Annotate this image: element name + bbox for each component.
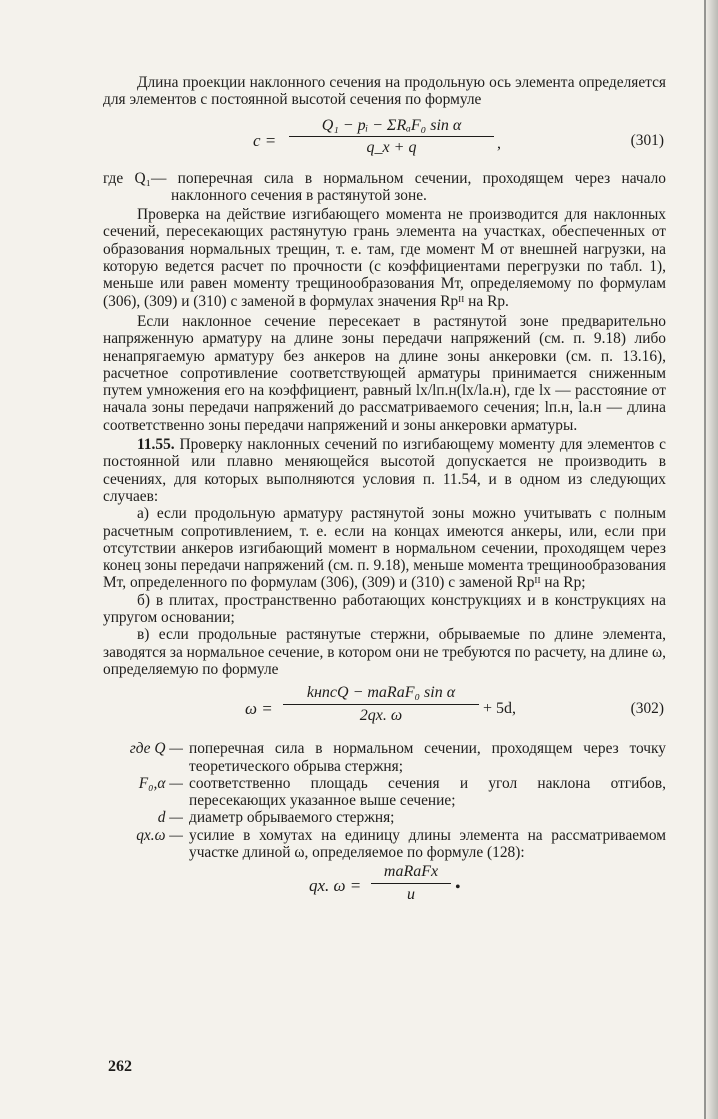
definition-row xyxy=(103,809,666,826)
paragraph-check: Проверка на действие изгибающего момента не производится для наклонных сечений, пересекающих растянутую грань элемента на участках, обеспеченных от образования нормальных трещин, т. е. там, где момент M от внешней нагрузки, на которую ведется расчет по прочности (с коэффициентами перегрузки по табл. 1), меньше или равен моменту трещинообразования Mт, определяемому по формулам (306), (309) и (310) с заменой в формулах значения Rpᴵᴵ на Rp. xyxy=(103,206,666,310)
paragraph-anchorage: Если наклонное сечение пересекает в растянутой зоне предварительно напряженную арматуру на длине зоны передачи напряжений (см. п. 9.18) либо ненапрягаемую арматуру без анкеров на длине зоны анкеровки (см. п. 13.16), расчетное сопротивление соответствующей арматуры принимается сниженным путем умножения его на коэффициент, равный lx/lп.н(lx/lа.н), где lx — расстояние от начала зоны передачи напряжений до рассматриваемого сечения; lп.н, lа.н — длина соответственно зоны передачи напряжений и зоны анкеровки арматуры. xyxy=(103,312,666,434)
where-q1: где Q₁— поперечная сила в нормальном сечении, проходящем через начало наклонного сечения в растянутой зоне. xyxy=(103,169,666,204)
formula-qx-tail: • xyxy=(455,879,461,897)
item-v: в) если продольные растянутые стержни, обрываемые по длине элемента, заводятся за нормальное сечение, в котором они не требуются по расчету, на длине ω, определяемую по формуле xyxy=(103,626,667,678)
formula-qx-lhs: qx. ω = xyxy=(309,876,362,896)
intro-paragraph: Длина проекции наклонного сечения на продольную ось элемента определяется для элементов с постоянной высотой сечения по формуле xyxy=(103,74,666,109)
section-number: 11.55. xyxy=(137,436,175,454)
formula-302-fraction xyxy=(283,684,479,724)
definition-row xyxy=(103,740,666,775)
definitions-list xyxy=(103,740,666,861)
formula-302 xyxy=(103,684,666,734)
definition-symbol: d — xyxy=(157,809,183,827)
formula-302-numerator: kнncQ − mаRаF₀ sin α xyxy=(306,684,456,702)
formula-qx-denominator: u xyxy=(407,885,415,903)
definition-text: поперечная сила в нормальном сечении, проходящем через точку теоретического обрыва стержня; xyxy=(189,740,666,775)
page-binding-edge xyxy=(704,0,706,1119)
formula-301-denominator: q_x + q xyxy=(366,138,417,156)
formula-301-number: (301) xyxy=(630,131,664,149)
formula-qx-numerator: mаRаFx xyxy=(383,863,439,881)
formula-301-lhs: c = xyxy=(253,130,277,150)
definition-symbol: где Q — xyxy=(129,740,183,758)
definition-row xyxy=(103,827,666,862)
definition-symbol: qx.ω — xyxy=(136,826,183,844)
paragraph-11-55-text: Проверку наклонных сечений по изгибающему моменту для элементов с постоянной или плавно меняющейся высотой допускается не производить в сечениях, для которых выполняются условия п. 11.54, и в одном из следующих случаев: xyxy=(103,436,666,505)
formula-qx-fraction xyxy=(371,863,451,903)
item-b: б) в плитах, пространственно работающих конструкциях и в конструкциях на упругом основании; xyxy=(103,591,666,627)
formula-qx xyxy=(103,863,666,907)
formula-302-denominator: 2qx. ω xyxy=(359,706,403,724)
formula-302-tail: + 5d, xyxy=(483,700,517,718)
formula-301-fraction xyxy=(289,117,494,157)
page-edge-shadow xyxy=(704,0,718,1119)
definition-text: усилие в хомутах на единицу длины элемента на рассматриваемом участке длиной ω, определяемое по формуле (128): xyxy=(189,826,666,861)
text-column xyxy=(103,74,666,907)
definition-text: диаметр обрываемого стержня; xyxy=(189,809,395,827)
definition-text: соответственно площадь сечения и угол наклона отгибов, пересекающих указанное выше сечение; xyxy=(189,774,666,810)
definition-symbol: F₀,α — xyxy=(138,774,183,792)
paragraph-11-55 xyxy=(103,436,666,505)
formula-302-number: (302) xyxy=(630,700,664,718)
formula-302-lhs: ω = xyxy=(245,699,273,719)
formula-301-numerator: Q₁ − pᵢ − ΣRₐF₀ sin α xyxy=(321,116,462,134)
formula-301 xyxy=(103,117,666,165)
page-number: 262 xyxy=(108,1058,132,1075)
definition-row xyxy=(103,775,666,810)
item-a: а) если продольную арматуру растянутой зоны можно учитывать с полным расчетным сопротивлением, т. е. если на концах имеются анкеры, или, если при отсутствии анкеров изгибающий момент в нормальном сечении, проходящем через конец зоны передачи напряжений (см. п. 9.18), меньше момента трещинообразования Mт, определенного по формулам (306), (309) и (310) с заменой Rpᴵᴵ на Rp; xyxy=(103,505,666,592)
formula-301-tail: , xyxy=(497,134,501,152)
